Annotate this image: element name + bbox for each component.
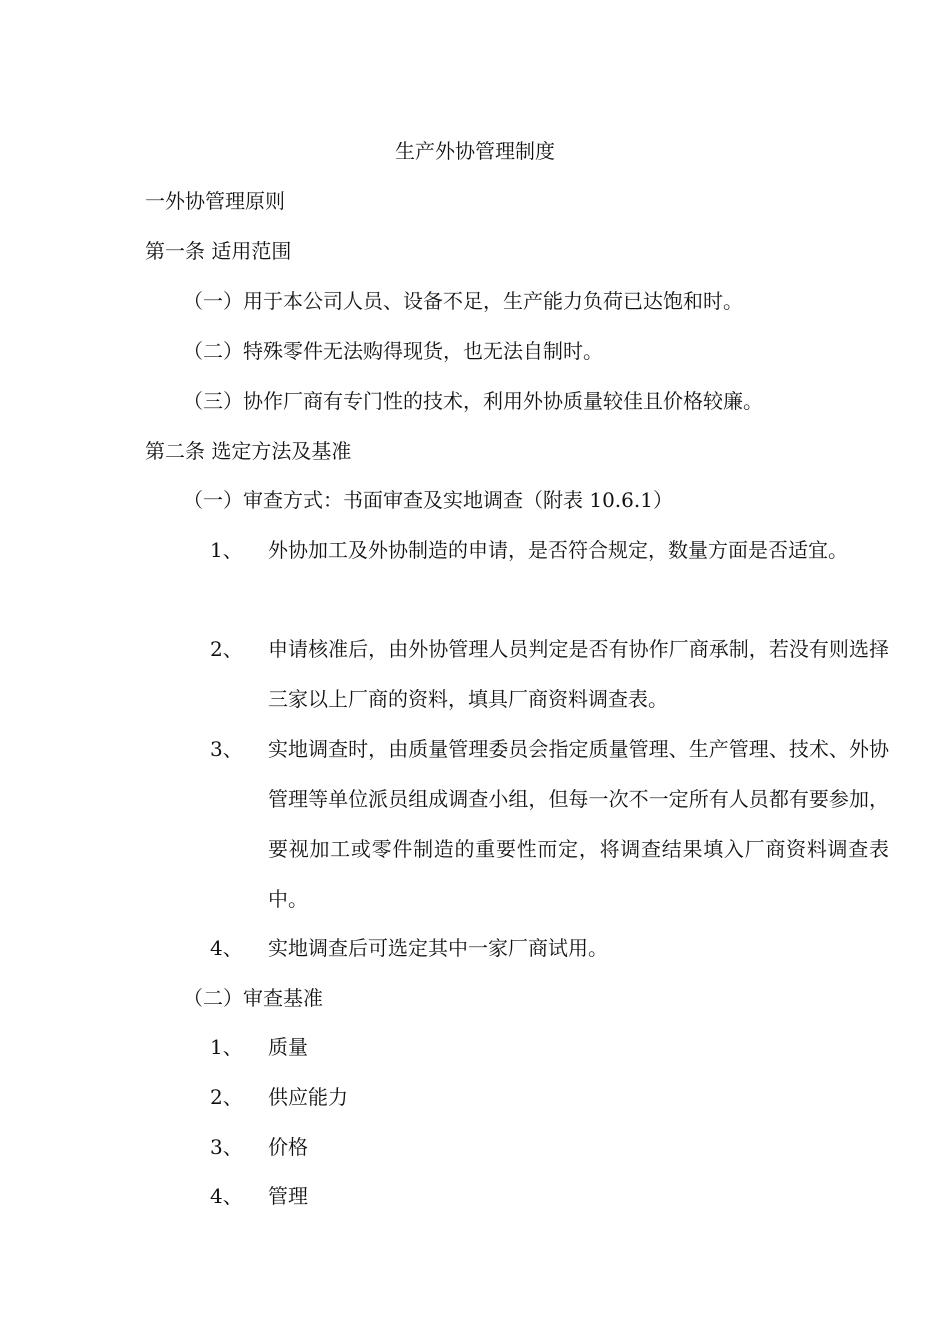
list-item-text: 实地调查后可选定其中一家厂商试用。	[268, 936, 608, 960]
list-item-number: 3、	[210, 737, 243, 761]
list-item-text: 价格	[268, 1135, 308, 1159]
article-1-item-2: （二）特殊零件无法购得现货，也无法自制时。	[183, 339, 603, 363]
list-item-number: 1、	[210, 1035, 243, 1059]
article-1-item-3: （三）协作厂商有专门性的技术，利用外协质量较佳且价格较廉。	[183, 389, 763, 413]
document-title: 生产外协管理制度	[395, 139, 555, 163]
list-item-number: 4、	[210, 1184, 243, 1208]
list-item-text: 外协加工及外协制造的申请，是否符合规定，数量方面是否适宜。	[268, 538, 848, 562]
list-item-number: 2、	[210, 1085, 243, 1109]
list-item-text: 申请核准后，由外协管理人员判定是否有协作厂商承制，若没有则选择三家以上厂商的资料，填具厂商资料调查表。	[268, 637, 889, 711]
article-2-heading: 第二条 选定方法及基准	[145, 439, 352, 463]
list-item-text: 实地调查时，由质量管理委员会指定质量管理、生产管理、技术、外协管理等单位派员组成调查小组，但每一次不一定所有人员都有要参加，要视加工或零件制造的重要性而定，将调查结果填入厂商资料调查表中。	[268, 737, 889, 911]
list-item-number: 2、	[210, 637, 243, 661]
section-heading: 一外协管理原则	[145, 189, 285, 213]
list-item-text: 管理	[268, 1184, 308, 1208]
list-item-text: 供应能力	[268, 1085, 348, 1109]
article-1-heading: 第一条 适用范围	[145, 239, 292, 263]
list-item-text: 质量	[268, 1035, 308, 1059]
review-method-heading: （一）审查方式：书面审查及实地调查（附表 10.6.1）	[183, 488, 673, 512]
list-item-number: 4、	[210, 936, 243, 960]
review-criteria-heading: （二）审查基准	[183, 986, 323, 1010]
article-1-item-1: （一）用于本公司人员、设备不足，生产能力负荷已达饱和时。	[183, 289, 743, 313]
list-item-number: 1、	[210, 538, 243, 562]
list-item-number: 3、	[210, 1135, 243, 1159]
